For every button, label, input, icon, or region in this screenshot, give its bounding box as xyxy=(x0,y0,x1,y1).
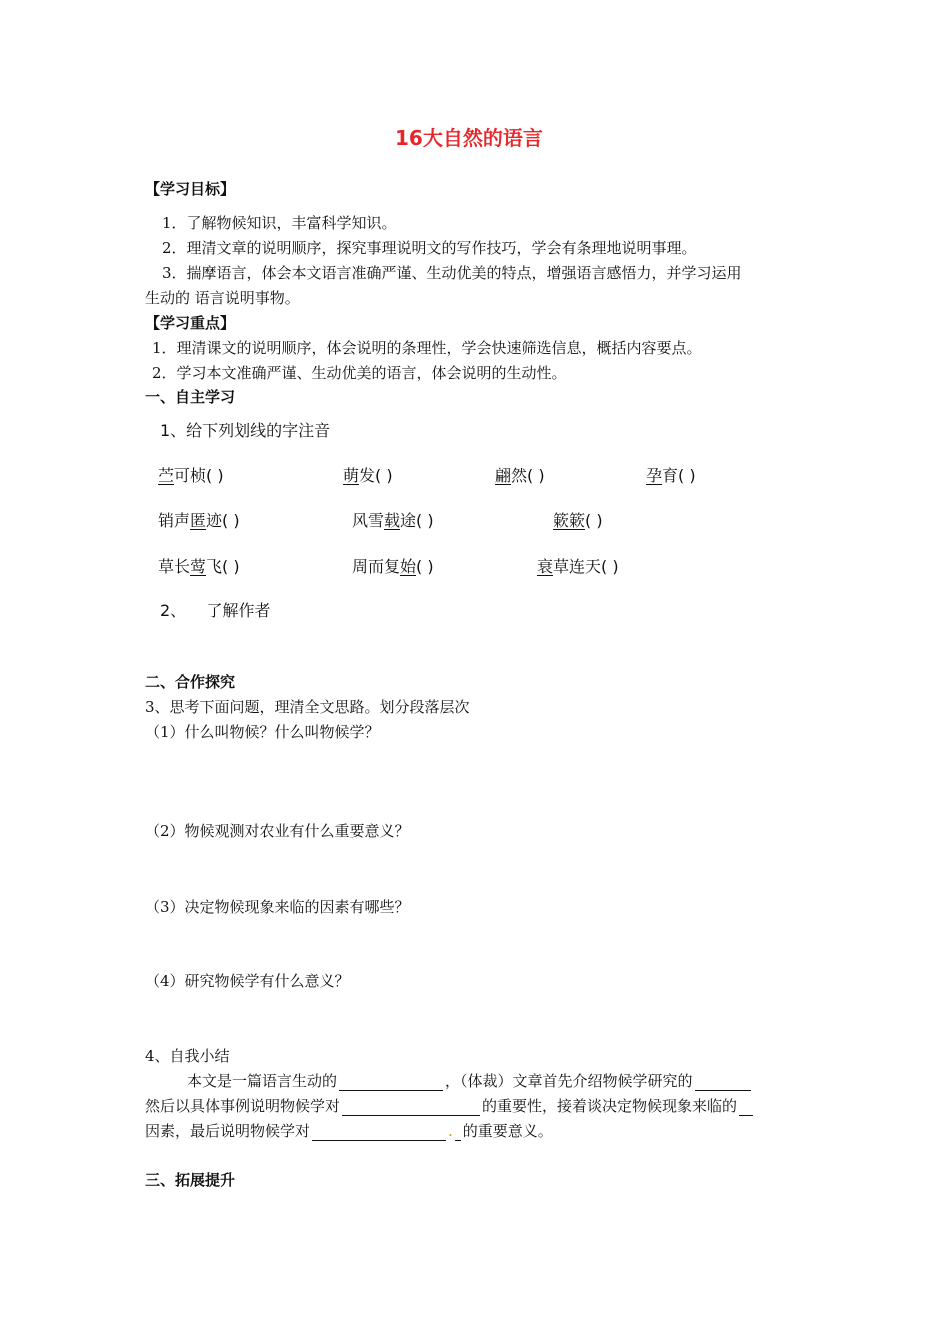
summary-line: 本文是一篇语言生动的 ，（体裁）文章首先介绍物候学研究的 xyxy=(187,1071,753,1091)
fill-blank[interactable] xyxy=(342,1099,480,1116)
question-3: 3、思考下面问题，理清全文思路。划分段落层次 xyxy=(145,698,470,716)
sub-question: （4）研究物候学有什么意义？ xyxy=(145,972,350,990)
sub-question: （1）什么叫物候？什么叫物候学？ xyxy=(145,723,380,741)
vocab-item: 簌簌( ) xyxy=(553,511,603,530)
vocab-item: 萌发( ) xyxy=(343,466,393,485)
summary-line: 然后以具体事例说明物候学对 的重要性，接着谈决定物候现象来临的 xyxy=(145,1096,755,1116)
objective-item: 2．理清文章的说明顺序，探究事理说明文的写作技巧，学会有条理地说明事理。 xyxy=(162,239,697,257)
page-title: 16大自然的语言 xyxy=(395,126,543,150)
fill-blank[interactable] xyxy=(339,1074,443,1091)
vocab-item: 孕育( ) xyxy=(646,466,696,485)
sub-question: （3）决定物候现象来临的因素有哪些？ xyxy=(145,898,410,916)
sub-question: （2）物候观测对农业有什么重要意义？ xyxy=(145,822,410,840)
question-1: 1、给下列划线的字注音 xyxy=(160,421,331,440)
focus-heading: 【学习重点】 xyxy=(145,314,236,332)
vocab-item: 翩然( ) xyxy=(495,466,545,485)
section-heading: 三、拓展提升 xyxy=(145,1171,236,1189)
fill-blank[interactable] xyxy=(455,1124,461,1141)
fill-blank[interactable] xyxy=(312,1124,446,1141)
section-heading: 二、合作探究 xyxy=(145,673,236,691)
objectives-heading: 【学习目标】 xyxy=(145,180,236,198)
vocab-item: 风雪载途( ) xyxy=(352,511,434,530)
question-2: 2、 了解作者 xyxy=(160,601,271,620)
vocab-item: 周而复始( ) xyxy=(352,557,434,576)
objective-item: 1．了解物候知识，丰富科学知识。 xyxy=(162,214,397,232)
focus-item: 2．学习本文准确严谨、生动优美的语言，体会说明的生动性。 xyxy=(152,364,567,382)
fill-blank[interactable] xyxy=(739,1099,753,1116)
summary-heading: 4、自我小结 xyxy=(145,1047,230,1065)
vocab-item: 草长莺飞( ) xyxy=(158,557,240,576)
vocab-item: 衰草连天( ) xyxy=(537,557,619,576)
objective-item: 生动的 语言说明事物。 xyxy=(145,289,300,307)
vocab-item: 苎可桢( ) xyxy=(158,466,224,485)
vocab-item: 销声匿迹( ) xyxy=(158,511,240,530)
section-heading: 一、自主学习 xyxy=(145,388,236,406)
focus-item: 1．理清课文的说明顺序，体会说明的条理性，学会快速筛选信息，概括内容要点。 xyxy=(152,339,702,357)
summary-line: 因素，最后说明物候学对 . 的重要意义。 xyxy=(145,1122,553,1140)
objective-item: 3．揣摩语言，体会本文语言准确严谨、生动优美的特点，增强语言感悟力，并学习运用 xyxy=(162,264,742,282)
fill-blank[interactable] xyxy=(695,1074,751,1091)
